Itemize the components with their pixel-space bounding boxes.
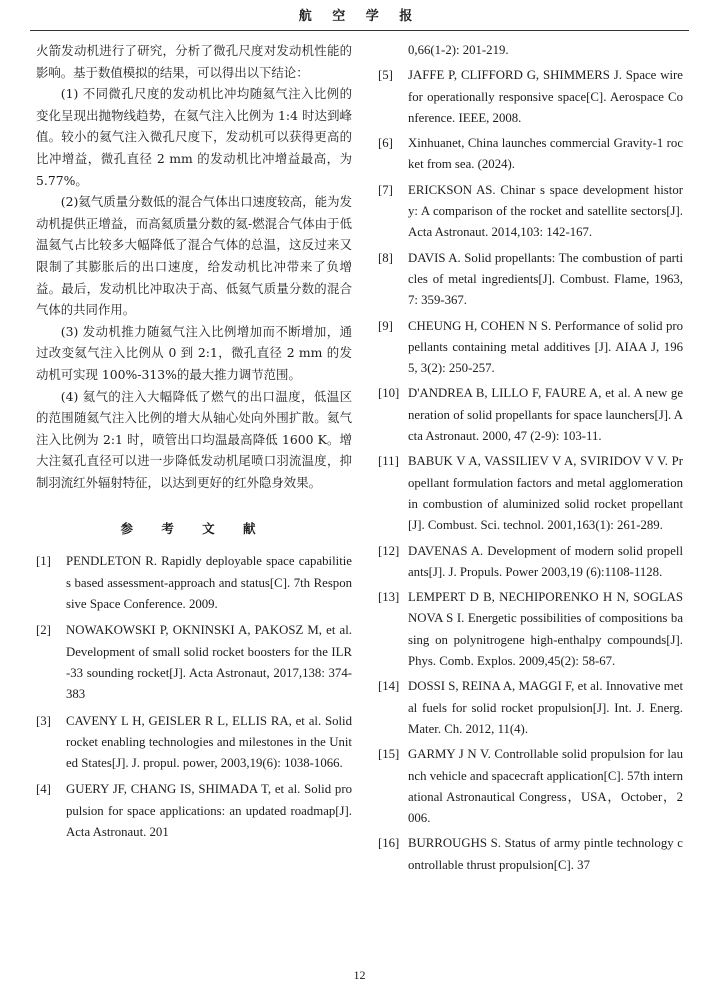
reference-entry	[378, 587, 683, 672]
reference-entry	[378, 40, 683, 61]
reference-text: GUERY JF, CHANG IS, SHIMADA T, et al. Solid propulsion for space applications: an updated roadmap[J]. Acta Astronaut. 201	[66, 782, 352, 840]
reference-number: [7]	[378, 182, 393, 197]
reference-number: [10]	[378, 386, 400, 401]
reference-text: GARMY J N V. Controllable solid propulsion for launch vehicle and spacecraft application[C]. 57th international Astronautical Congress，USA，October，2006.	[408, 747, 683, 826]
reference-number: [13]	[378, 590, 400, 605]
left-column	[36, 40, 352, 848]
reference-number: [12]	[378, 543, 400, 558]
reference-number: [6]	[378, 136, 393, 151]
reference-list-left	[36, 551, 352, 843]
reference-text: BABUK V A, VASSILIEV V A, SVIRIDOV V V. Propellant formulation factors and metal agglomeration in combustion of aluminized solid rocket propellant[J]. Combust. Sci. technol. 2001,163(1): 261-289.	[408, 454, 683, 533]
reference-text: JAFFE P, CLIFFORD G, SHIMMERS J. Space wire for operationally responsive space[C]. Aerospace Conference. IEEE, 2008.	[408, 68, 683, 125]
reference-text: NOWAKOWSKI P, OKNINSKI A, PAKOSZ M, et al. Development of small solid rocket boosters for the ILR-33 sounding rocket[J]. Acta Astronaut, 2017,138: 374-383	[66, 623, 352, 702]
reference-number: [11]	[378, 454, 399, 469]
body-paragraph: (1) 不同微孔尺度的发动机比冲均随氦气注入比例的变化呈现出抛物线趋势，在氦气注入比例为 1:4 时达到峰值。较小的氦气注入微孔尺度下，发动机可以获得更高的比冲增益，微孔直径 2 mm 的发动机比冲增益最高，为 5.77%。	[36, 86, 352, 188]
reference-entry	[378, 248, 683, 312]
reference-text: LEMPERT D B, NECHIPORENKO H N, SOGLASNOVA S I. Energetic possibilities of compositions basing on polynitrogene high-enthalpy compounds[J]. Phys. Comb. Explos. 2009,45(2): 58-67.	[408, 590, 683, 669]
conclusions-section	[36, 40, 352, 493]
reference-entry	[378, 833, 683, 876]
reference-text: Xinhuanet, China launches commercial Gravity-1 rocket from sea. (2024).	[408, 136, 683, 172]
references-heading: 参 考 文 献	[120, 521, 268, 537]
reference-text: DOSSI S, REINA A, MAGGI F, et al. Innovative metal fuels for solid rocket propulsion[J]. Int. J. Energ. Mater. Ch. 2012, 11(4).	[408, 679, 683, 736]
body-paragraph: 火箭发动机进行了研究，分析了微孔尺度对发动机性能的影响。基于数值模拟的结果，可以得出以下结论：	[36, 43, 352, 80]
reference-entry	[36, 551, 352, 615]
page-number: 12	[353, 968, 366, 982]
reference-text: CHEUNG H, COHEN N S. Performance of solid propellants containing metal additives [J]. AIAA J, 1965, 3(2): 250-257.	[408, 318, 683, 376]
body-paragraph: (3) 发动机推力随氦气注入比例增加而不断增加，通过改变氦气注入比例从 0 到 2:1，微孔直径 2 mm 的发动机可实现 100%-313%的最大推力调节范围。	[36, 323, 352, 382]
reference-text: D'ANDREA B, LILLO F, FAURE A, et al. A new generation of solid propellants for space launchers[J]. Acta Astronaut. 2000, 47 (2-9): 103-11.	[408, 386, 683, 444]
reference-entry	[378, 65, 683, 129]
reference-entry	[36, 779, 352, 843]
reference-entry	[378, 383, 683, 447]
reference-number: [16]	[378, 836, 400, 851]
reference-entry	[378, 744, 683, 829]
reference-number: [3]	[36, 713, 51, 728]
reference-text: PENDLETON R. Rapidly deployable space capabilities based assessment-approach and status[C]. 7th Responsive Space Conference. 2009.	[66, 554, 352, 612]
reference-number: [2]	[36, 623, 51, 638]
body-paragraph: (2)氦气质量分数低的混合气体出口速度较高，能为发动机提供正增益，而高氦质量分数的氦-燃混合气体由于低温氦气占比较多大幅降低了混合气体的总温，这反过来又限制了其膨胀后的出口速度，给发动机比冲带来了负增益。最后，发动机比冲取决于高、低氦气质量分数的混合气体的共同作用。	[36, 194, 352, 318]
reference-entry	[378, 316, 683, 380]
body-paragraph: (4) 氦气的注入大幅降低了燃气的出口温度，低温区的范围随氦气注入比例的增大从轴心处向外围扩散。氦气注入比例为 2:1 时，喷管出口均温最高降低 1600 K。增大注氦孔直径可以进一步降低发动机尾喷口羽流温度，抑制羽流红外辐射特征，以达到更好的红外隐身效果。	[36, 388, 352, 490]
reference-list-right	[378, 40, 683, 876]
reference-text: BURROUGHS S. Status of army pintle technology controllable thrust propulsion[C]. 37	[408, 836, 683, 872]
reference-text: CAVENY L H, GEISLER R L, ELLIS RA, et al. Solid rocket enabling technologies and milestones in the United States[J]. J. propul. power, 2003,19(6): 1038-1066.	[66, 713, 352, 771]
reference-entry	[36, 620, 352, 705]
reference-number: [1]	[36, 554, 51, 569]
reference-number: [4]	[36, 782, 51, 797]
reference-text: ERICKSON AS. Chinar s space development history: A comparison of the rocket and satellite sectors[J]. Acta Astronaut. 2014,103: 142-167.	[408, 182, 683, 240]
reference-text: DAVIS A. Solid propellants: The combustion of particles of metal ingredients[J]. Combust. Flame, 1963,7: 359-367.	[408, 250, 683, 308]
reference-number: [5]	[378, 68, 393, 83]
reference-entry	[378, 541, 683, 584]
reference-number: [8]	[378, 250, 393, 265]
running-header	[30, 6, 689, 31]
reference-entry	[378, 451, 683, 536]
reference-text: DAVENAS A. Development of modern solid propellants[J]. J. Propuls. Power 2003,19 (6):1108-1128.	[408, 543, 683, 579]
reference-text: 0,66(1-2): 201-219.	[408, 43, 509, 57]
reference-number: [15]	[378, 747, 400, 762]
right-column	[378, 40, 683, 880]
journal-title: 航 空 学 报	[298, 9, 421, 24]
reference-entry	[378, 133, 683, 176]
reference-number: [14]	[378, 679, 400, 694]
reference-entry	[378, 676, 683, 740]
reference-entry	[378, 180, 683, 244]
reference-number: [9]	[378, 318, 393, 333]
reference-entry	[36, 711, 352, 775]
